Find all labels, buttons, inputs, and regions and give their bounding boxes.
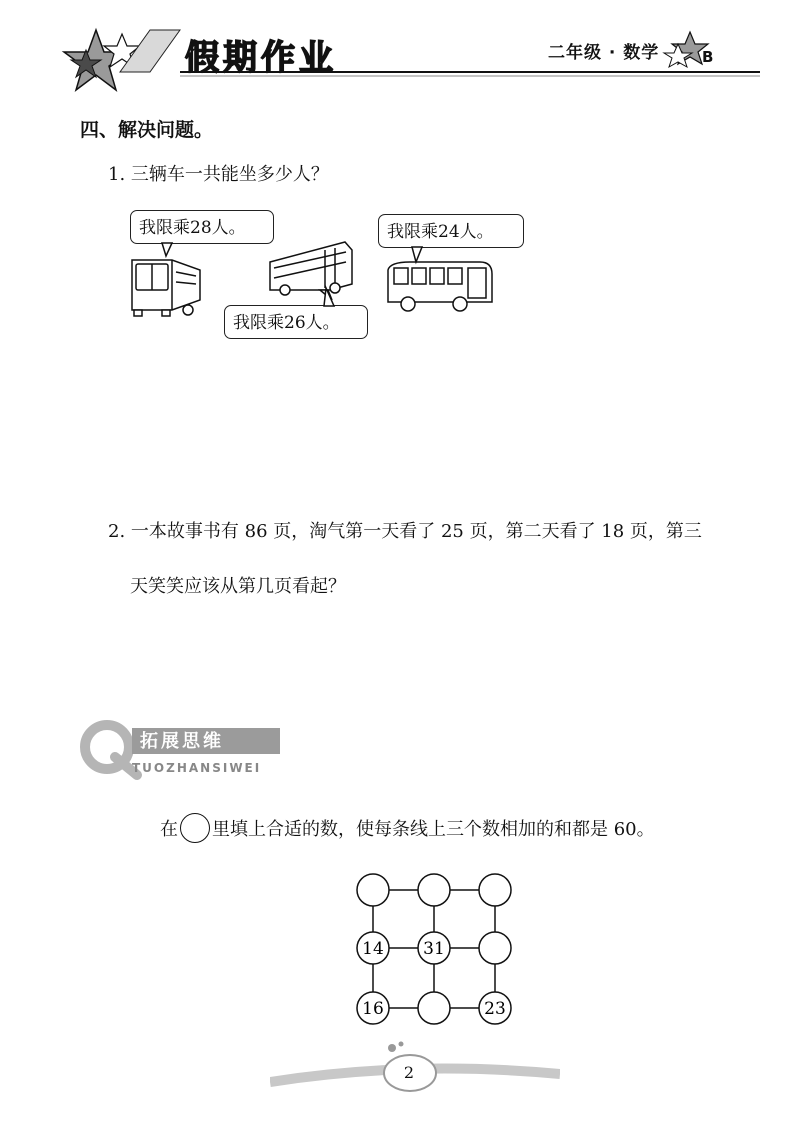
workbook-title: 假期作业 — [185, 38, 337, 78]
empty-circle-icon — [180, 813, 210, 843]
question-1-text: 1. 三辆车一共能坐多少人？ — [108, 164, 329, 185]
grid-blank-circle[interactable] — [418, 874, 450, 906]
grid-number: 31 — [423, 939, 445, 959]
question-2-line-2: 天笑笑应该从第几页看起？ — [130, 576, 346, 597]
extension-instruction — [160, 813, 655, 843]
instruction-prefix: 在 — [160, 819, 178, 840]
grid-number: 16 — [362, 999, 384, 1019]
grid-number: 23 — [484, 999, 506, 1019]
instruction-suffix: 里填上合适的数，使每条线上三个数相加的和都是 60。 — [212, 819, 655, 840]
grid-blank-circle[interactable] — [418, 992, 450, 1024]
bus-capacity-bubble: 我限乘26人。 — [224, 305, 368, 339]
grade-subject-label: 二年级 · 数学 — [548, 43, 660, 63]
grid-blank-circle[interactable] — [479, 932, 511, 964]
bubble-tails — [0, 0, 800, 400]
grid-blank-circle[interactable] — [357, 874, 389, 906]
grid-blank-circle[interactable] — [479, 874, 511, 906]
edition-label: B — [702, 48, 714, 66]
question-2-line-1: 2. 一本故事书有 86 页，淘气第一天看了 25 页，第二天看了 18 页，第三 — [108, 521, 702, 542]
extension-title: 拓展思维 — [140, 731, 224, 752]
bus-capacity-bubble: 我限乘28人。 — [130, 210, 274, 244]
bus-capacity-bubble: 我限乘24人。 — [378, 214, 524, 248]
number-grid-puzzle — [350, 868, 520, 1038]
section-title: 四、解决问题。 — [80, 119, 214, 141]
extension-pinyin: TUOZHANSIWEI — [132, 761, 262, 775]
page-number: 2 — [403, 1063, 415, 1082]
grid-number: 14 — [362, 939, 384, 959]
